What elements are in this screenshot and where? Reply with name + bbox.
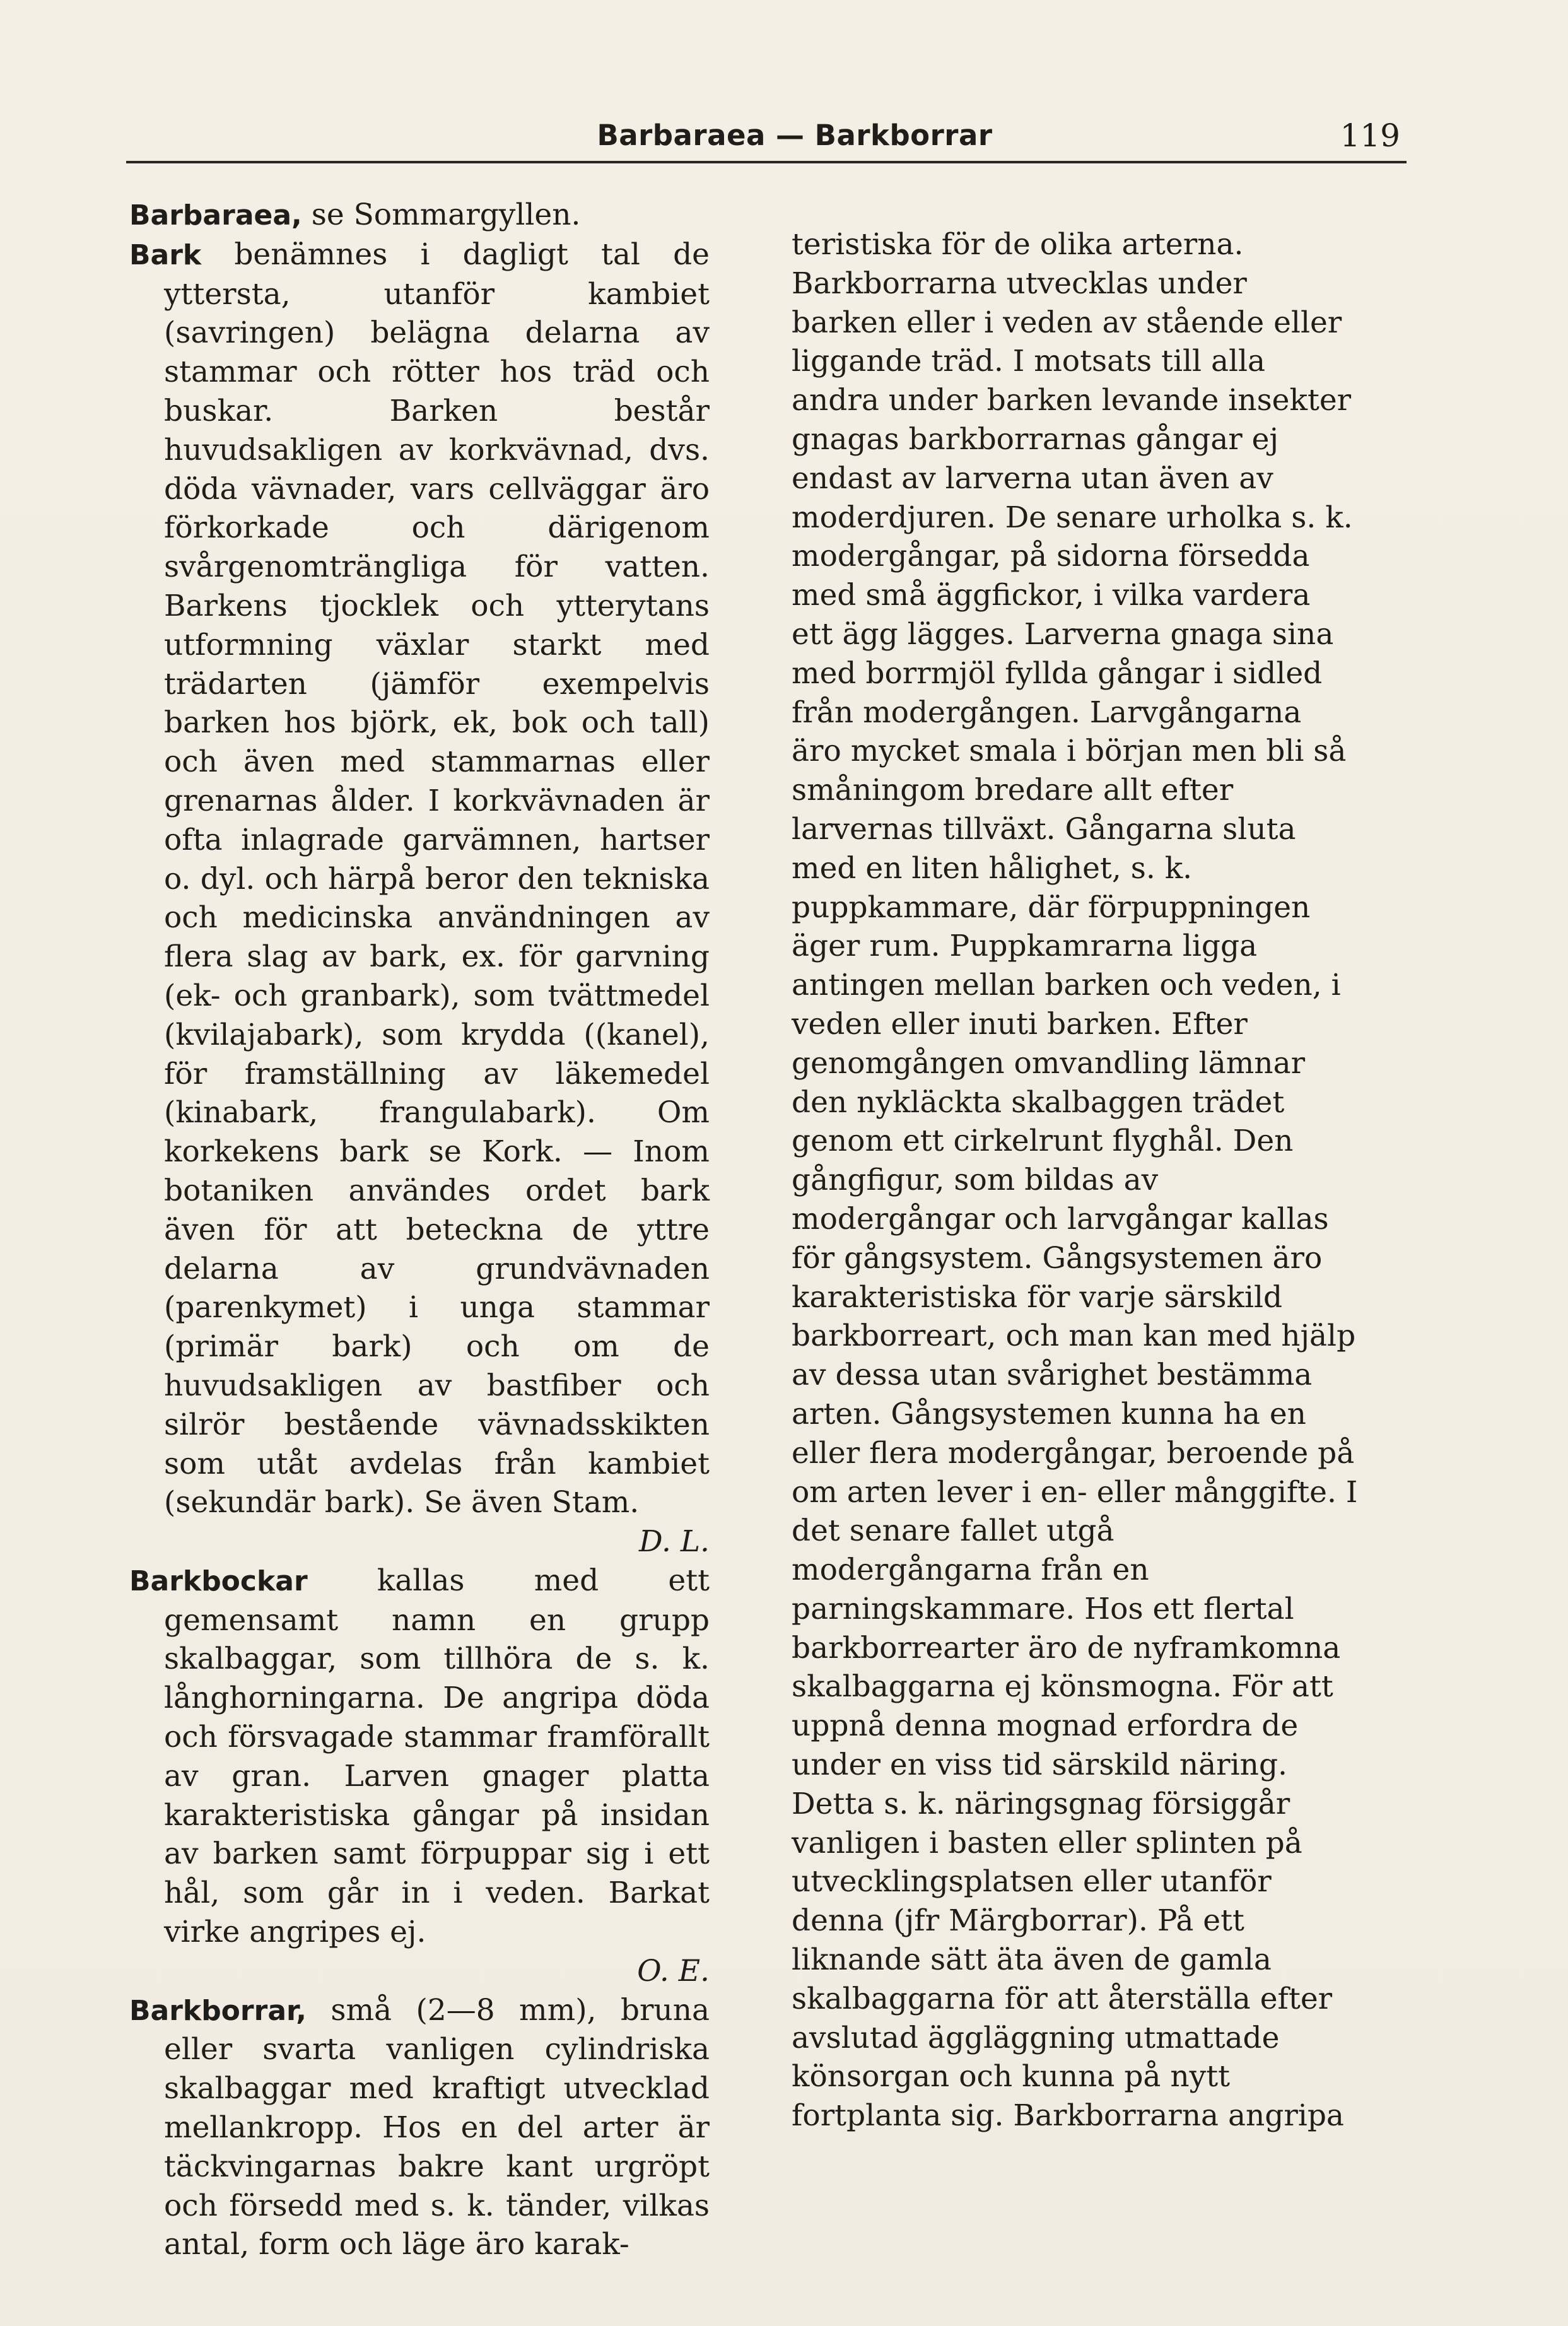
signature-bark: D. L.	[638, 1524, 710, 1559]
entry-text-barbaraea: se Sommargyllen.	[301, 197, 581, 232]
running-title: Barbaraea — Barkborrar	[597, 119, 993, 152]
entry-text-barkborrar-continued: teristiska för de olika arterna. Barkborrarna utvecklas under barken eller i veden av stående eller liggande träd. I motsats till alla andra under barken levande insekter gnagas barkborrarnas gångar ej endast av larverna utan även av moderdjuren. De senare urholka s. k. modergångar, på sidorna försedda med små äggfickor, i vilka vardera ett ägg lägges. Larverna gnaga sina med borrmjöl fyllda gångar i sidled från modergången. Larvgångarna äro mycket smala i början men bli så småningom bredare allt efter larvernas tillväxt. Gångarna sluta med en liten hålighet, s. k. puppkammare, där förpuppningen äger rum. Puppkamrarna ligga antingen mellan barken och veden, i veden eller inuti barken. Efter genomgången omvandling lämnar den nykläckta skalbaggen trädet genom ett cirkelrunt flyghål. Den gångfigur, som bildas av modergångar och larvgångar kallas för gångsystem. Gångsystemen äro karakteristiska för varje särskild barkborreart, och man kan med hjälp av dessa utan svårighet bestämma arten. Gångsystemen kunna ha en eller flera modergångar, beroende på om arten lever i en- eller månggifte. I det senare fallet utgå modergångarna från en parningskammare. Hos ett flertal barkborrearter äro de nyframkomna skalbaggarna ej könsmogna. För att uppnå denna mognad erfordra de under en viss tid särskild näring. Detta s. k. näringsgnag försiggår vanligen i basten eller splinten på utvecklingsplatsen eller utanför denna (jfr Märgborrar). På ett liknande sätt äta även de gamla skalbaggarna för att återställa efter avslutad äggläggning utmattade könsorgan och kunna på nytt fortplanta sig. Barkborrarna angripa	[792, 227, 1358, 2134]
entry-head-barkbockar: Barkbockar	[129, 1565, 308, 1597]
entry-text-bark: benämnes i dagligt tal de yttersta, utanför kambiet (savringen) belägna delarna av stammar och rötter hos träd och buskar. Barken består huvudsakligen av korkvävnad, dvs. döda vävnader, vars cellväggar äro förkorkade och därigenom svårgenomträngliga för vatten. Barkens tjocklek och ytterytans utformning växlar starkt med trädarten (jämför exempelvis barken hos björk, ek, bok och tall) och även med stammarnas eller grenarnas ålder. I korkvävnaden är ofta inlagrade garvämnen, hartser o. dyl. och härpå beror den tekniska och medicinska användningen av flera slag av bark, ex. för garvning (ek- och granbark), som tvättmedel (kvilajabark), som krydda ((kanel), för framställning av läkemedel (kinabark, frangulabark). Om korkekens bark se Kork. — Inom botaniken användes ordet bark även för att beteckna de yttre delarna av grundvävnaden (parenkymet) i unga stammar (primär bark) och om de huvudsakligen av bastfiber och silrör bestående vävnadsskikten som utåt avdelas från kambiet (sekundär bark). Se även Stam.	[164, 237, 710, 1520]
entry-head-barbaraea: Barbaraea,	[129, 199, 302, 232]
header-rule	[126, 161, 1407, 163]
entry-barkborrar	[129, 1991, 710, 2265]
entry-text-barkbockar: kallas med ett gemensamt namn en grupp skalbaggar, som tillhöra de s. k. långhorningarna. De angripa döda och försvagade stammar framförallt av gran. Larven gnager platta karakteristiska gångar på insidan av barken samt förpuppar sig i ett hål, som går in i veden. Barkat virke angripes ej.	[164, 1563, 710, 1950]
signature-barkbockar: O. E.	[637, 1953, 710, 1988]
entry-bark	[129, 235, 710, 1561]
right-column	[792, 196, 1359, 2165]
entry-barkbockar	[129, 1561, 710, 1991]
entry-head-barkborrar: Barkborrar,	[129, 1994, 307, 2027]
entry-barbaraea	[129, 196, 710, 235]
running-header	[126, 117, 1400, 167]
entry-head-bark: Bark	[129, 238, 202, 271]
entry-text-barkborrar: små (2—8 mm), bruna eller svarta vanligen cylindriska skalbaggar med kraftigt utvecklad mellankropp. Hos en del arter är täckvingarnas bakre kant urgröpt och försedd med s. k. tänder, vilkas antal, form och läge äro karak-	[164, 1992, 710, 2262]
left-column	[129, 196, 710, 2264]
page-number: 119	[1340, 117, 1400, 154]
